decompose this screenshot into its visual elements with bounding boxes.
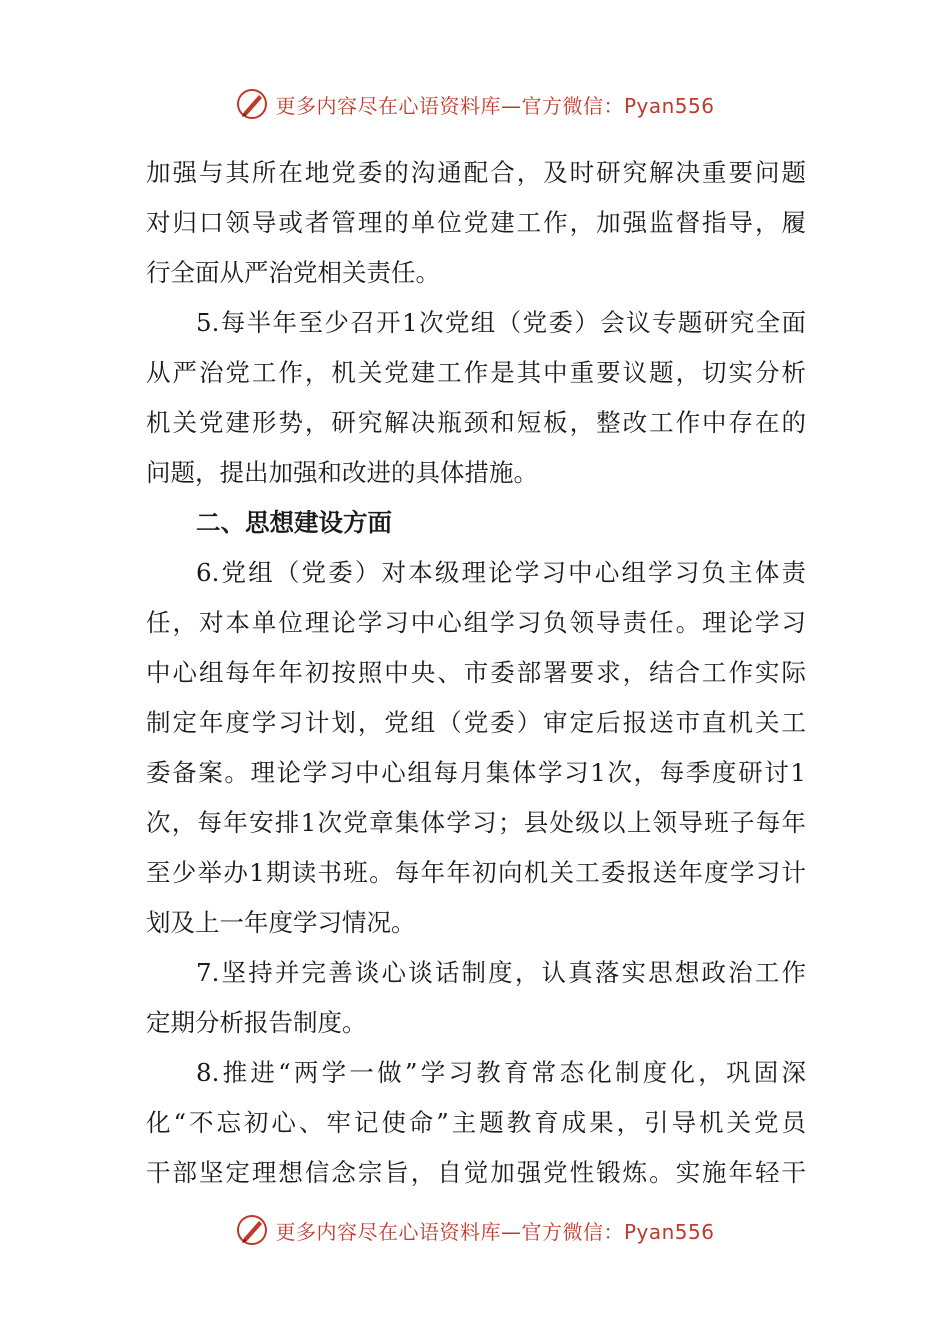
pen-logo-icon xyxy=(235,1213,269,1247)
text-line: 机关党建形势，研究解决瓶颈和短板，整改工作中存在的 xyxy=(146,408,806,437)
text-line: 中心组每年年初按照中央、市委部署要求，结合工作实际 xyxy=(146,658,806,687)
text-line: 任，对本单位理论学习中心组学习负领导责任。理论学习 xyxy=(146,608,806,637)
watermark-banner-top xyxy=(0,84,950,124)
text-line: 至少举办1期读书班。每年年初向机关工委报送年度学习计 xyxy=(146,858,806,887)
text-line: 制定年度学习计划，党组（党委）审定后报送市直机关工 xyxy=(146,708,806,737)
text-line: 定期分析报告制度。 xyxy=(146,1008,367,1037)
paragraph-5-start: 5.每半年至少召开1次党组（党委）会议专题研究全面 xyxy=(196,308,806,337)
section-heading: 二、思想建设方面 xyxy=(196,508,392,537)
pen-logo-icon xyxy=(235,87,269,121)
text-line: 划及上一年度学习情况。 xyxy=(146,908,416,937)
text-line: 委备案。理论学习中心组每月集体学习1次，每季度研讨1 xyxy=(146,758,806,787)
watermark-text: 更多内容尽在心语资料库—官方微信：Pyan556 xyxy=(275,93,715,118)
paragraph-6-start: 6.党组（党委）对本级理论学习中心组学习负主体责 xyxy=(196,558,806,587)
text-line: 干部坚定理想信念宗旨，自觉加强党性锻炼。实施年轻干 xyxy=(146,1158,806,1187)
text-line: 化“不忘初心、牢记使命”主题教育成果，引导机关党员 xyxy=(146,1108,806,1137)
watermark-banner-bottom xyxy=(0,1210,950,1250)
watermark-text: 更多内容尽在心语资料库—官方微信：Pyan556 xyxy=(275,1219,715,1244)
text-line: 从严治党工作，机关党建工作是其中重要议题，切实分析 xyxy=(146,358,806,387)
text-line: 加强与其所在地党委的沟通配合，及时研究解决重要问题 xyxy=(146,158,806,187)
paragraph-8-start: 8.推进“两学一做”学习教育常态化制度化，巩固深 xyxy=(196,1058,806,1087)
text-line: 行全面从严治党相关责任。 xyxy=(146,258,440,287)
text-line: 次，每年安排1次党章集体学习；县处级以上领导班子每年 xyxy=(146,808,806,837)
paragraph-7-start: 7.坚持并完善谈心谈话制度，认真落实思想政治工作 xyxy=(196,958,806,987)
text-line: 对归口领导或者管理的单位党建工作，加强监督指导，履 xyxy=(146,208,806,237)
document-body xyxy=(146,148,806,1198)
text-line: 问题，提出加强和改进的具体措施。 xyxy=(146,458,538,487)
